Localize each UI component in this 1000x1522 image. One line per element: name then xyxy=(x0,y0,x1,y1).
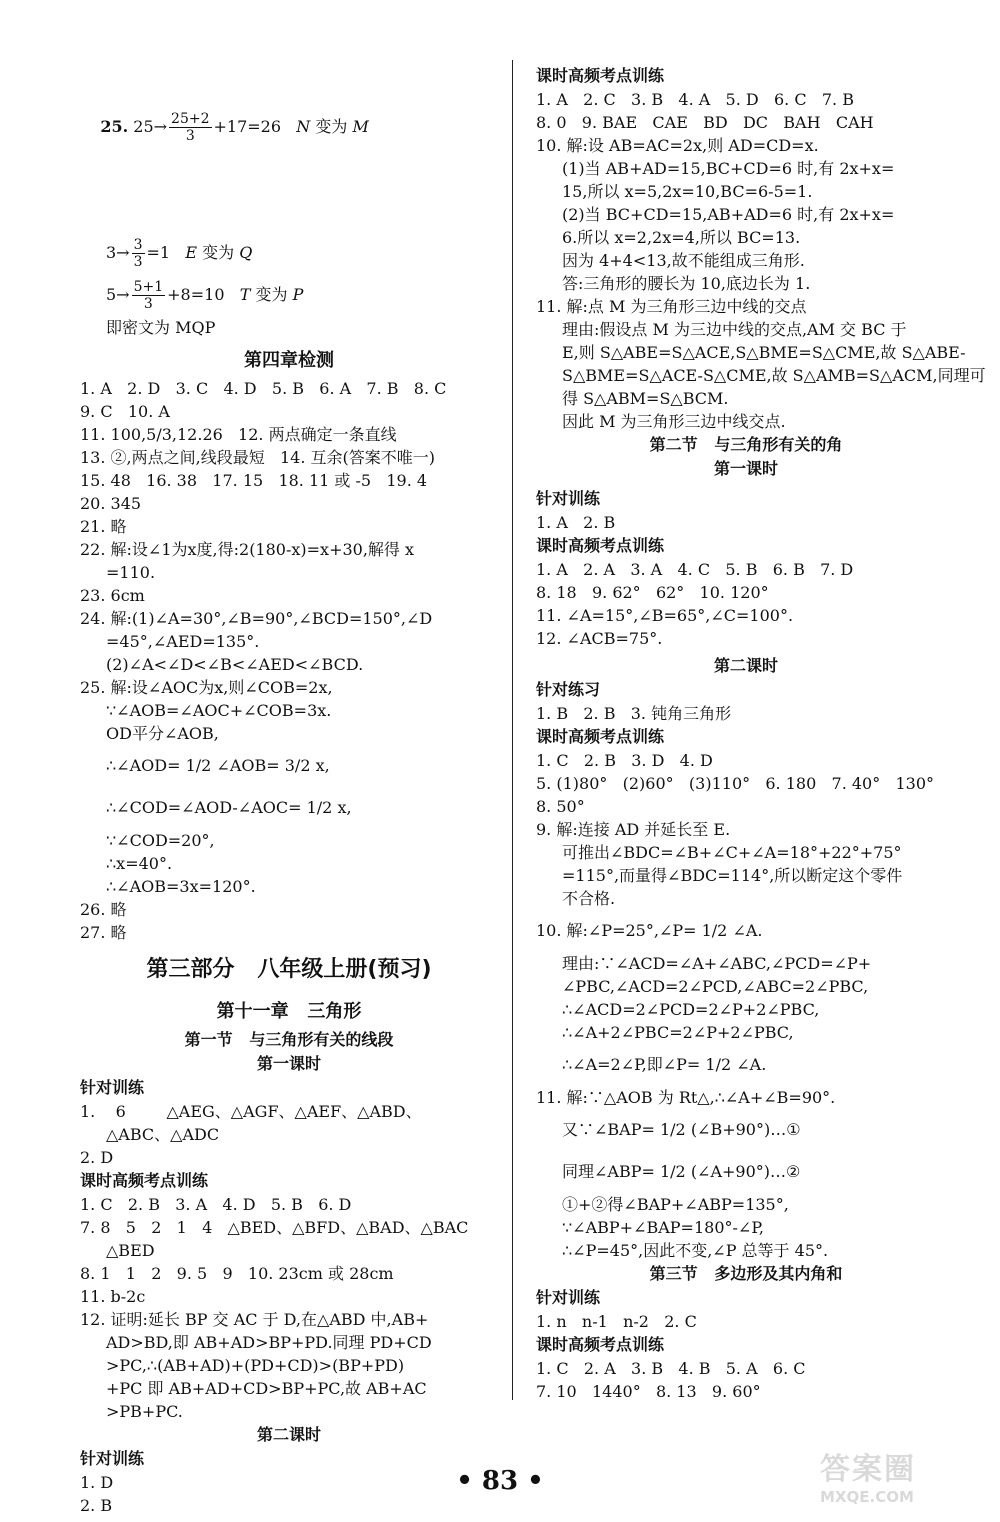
ch4-line: ∴∠AOB=3x=120°. xyxy=(106,877,256,896)
ch4-line: 23. 6cm xyxy=(80,586,145,605)
s2l2-hf-line: ①+②得∠BAP+∠ABP=135°, xyxy=(562,1195,789,1214)
s2l1-hf-line: 8. 18 9. 62° 62° 10. 120° xyxy=(536,583,769,602)
r1-line: 因此 M 为三角形三边中线交点. xyxy=(562,412,786,431)
q25-line3: 5→ $\frac{5+1}{3}$ +8=10 T 变为 P xyxy=(106,279,304,312)
section1-title: 第一节 与三角形有关的线段 xyxy=(184,1030,394,1049)
s3-hf-line: 1. C 2. A 3. B 4. B 5. A 6. C xyxy=(536,1359,806,1378)
chapter11-title: 第十一章 三角形 xyxy=(216,1001,362,1022)
ch4-line: 11. 100,5/3,12.26 12. 两点确定一条直线 xyxy=(80,425,397,444)
ch4-line: (2)∠A<∠D<∠B<∠AED<∠BCD. xyxy=(106,655,364,674)
s2l1-drill-line: 1. A 2. B xyxy=(536,513,616,532)
s2l2-drill-line: 1. B 2. B 3. 钝角三角形 xyxy=(536,704,732,723)
drill-heading: 针对训练 xyxy=(80,1078,145,1097)
s2l2-hf-line-frac: 同理∠ABP= 1/2 (∠A+90°)…② xyxy=(562,1162,801,1181)
s2l2-hf-line: 8. 50° xyxy=(536,797,585,816)
s1-line: 2. D xyxy=(80,1148,114,1167)
s3-hf-line: 7. 10 1440° 8. 13 9. 60° xyxy=(536,1382,761,1401)
s2l2-hf-line: ∵∠ABP+∠BAP=180°-∠P, xyxy=(562,1218,764,1237)
r1-line: 10. 解:设 AB=AC=2x,则 AD=CD=x. xyxy=(536,136,819,155)
ch4-line: 25. 解:设∠AOC为x,则∠COB=2x, xyxy=(80,678,333,697)
left-column xyxy=(80,64,498,1517)
hf-heading: 课时高频考点训练 xyxy=(536,727,665,746)
r1-line: (1)当 AB+AD=15,BC+CD=6 时,有 2x+x= xyxy=(562,159,895,178)
r1-line: S△BME=S△ACE-S△CME,故 S△AMB=S△ACM,同理可 xyxy=(562,366,986,385)
s2l1-hf-line: 1. A 2. A 3. A 4. C 5. B 6. B 7. D xyxy=(536,560,854,579)
s1-hf-line: >PC,∴(AB+AD)+(PD+CD)>(BP+PD) xyxy=(106,1356,405,1375)
r1-line: 6.所以 x=2,2x=4,所以 BC=13. xyxy=(562,228,801,247)
s2l2-hf-line: 11. 解:∵△AOB 为 Rt△,∴∠A+∠B=90°. xyxy=(536,1088,836,1107)
s1-hf-line: △BED xyxy=(106,1241,155,1260)
s1-hf-line: +PC 即 AB+AD+CD>BP+PC,故 AB+AC xyxy=(106,1379,427,1398)
ch4-line: 21. 略 xyxy=(80,517,127,536)
s2l2-hf-line-frac: 10. 解:∠P=25°,∠P= 1/2 ∠A. xyxy=(536,921,763,940)
r1-line: 答:三角形的腰长为 10,底边长为 1. xyxy=(562,274,811,293)
ch4-line: OD平分∠AOB, xyxy=(106,724,219,743)
watermark-main: 答案圈 xyxy=(820,1452,916,1487)
s2l2-hf-line: 9. 解:连接 AD 并延长至 E. xyxy=(536,820,731,839)
ch4-line: 22. 解:设∠1为x度,得:2(180-x)=x+30,解得 x xyxy=(80,540,415,559)
ch4-line: 27. 略 xyxy=(80,923,127,942)
r1-line: 得 S△ABM=S△BCM. xyxy=(562,389,729,408)
s2l2-hf-line-frac: ∴∠A=2∠P,即∠P= 1/2 ∠A. xyxy=(562,1055,767,1074)
drill-heading: 针对训练 xyxy=(80,1449,145,1468)
r1-line: 因为 4+4<13,故不能组成三角形. xyxy=(562,251,805,270)
s1-hf-line: 11. b-2c xyxy=(80,1287,146,1306)
s2l2-hf-line: =115°,而量得∠BDC=114°,所以断定这个零件 xyxy=(562,866,903,885)
drill-heading: 针对训练 xyxy=(536,1288,601,1307)
ch4-line: 13. ②,两点之间,线段最短 14. 互余(答案不唯一) xyxy=(80,448,435,467)
ch4-line: 15. 48 16. 38 17. 15 18. 11 或 -5 19. 4 xyxy=(80,471,428,490)
r1-line: 8. 0 9. BAE CAE BD DC BAH CAH xyxy=(536,113,874,132)
q25-line2: 3→ $\frac{3}{3}$ =1 E 变为 Q xyxy=(106,237,253,270)
lesson2-title: 第二课时 xyxy=(713,656,778,675)
s1l2-line: 2. B xyxy=(80,1496,113,1515)
s2l2-hf-line: 5. (1)80° (2)60° (3)110° 6. 180 7. 40° 130° xyxy=(536,774,935,793)
part3-title: 第三部分 八年级上册(预习) xyxy=(146,957,432,982)
s1-hf-line: AD>BD,即 AB+AD>BP+PD.同理 PD+CD xyxy=(106,1333,432,1352)
chapter4-title: 第四章检测 xyxy=(244,350,334,371)
drill2-heading: 针对练习 xyxy=(536,680,601,699)
s2l2-hf-line-frac: 又∵∠BAP= 1/2 (∠B+90°)…① xyxy=(562,1120,801,1139)
ch4-line: 26. 略 xyxy=(80,900,127,919)
ch4-line-frac: ∴∠COD=∠AOD-∠AOC= 1/2 x, xyxy=(106,798,352,817)
r1-line: 1. A 2. C 3. B 4. A 5. D 6. C 7. B xyxy=(536,90,854,109)
lesson1-title: 第一课时 xyxy=(713,459,778,478)
hf-heading: 课时高频考点训练 xyxy=(536,536,665,555)
s1-line: 1. 6 △AEG、△AGF、△AEF、△ABD、 xyxy=(80,1102,422,1121)
ch4-line: ∴x=40°. xyxy=(106,854,173,873)
section3-title: 第三节 多边形及其内角和 xyxy=(649,1264,843,1283)
s2l2-hf-line: 理由:∵∠ACD=∠A+∠ABC,∠PCD=∠P+ xyxy=(562,954,872,973)
s2l2-hf-line: ∴∠P=45°,因此不变,∠P 总等于 45°. xyxy=(562,1241,829,1260)
ch4-line: 20. 345 xyxy=(80,494,142,513)
ch4-line: 1. A 2. D 3. C 4. D 5. B 6. A 7. B 8. C xyxy=(80,379,447,398)
s3-drill-line: 1. n n-1 n-2 2. C xyxy=(536,1312,697,1331)
r1-line: 理由:假设点 M 为三边中线的交点,AM 交 BC 于 xyxy=(562,320,907,339)
s2l2-hf-line: 不合格. xyxy=(562,889,616,908)
r1-line: 15,所以 x=5,2x=10,BC=6-5=1. xyxy=(562,182,813,201)
hf-heading: 课时高频考点训练 xyxy=(536,66,665,85)
s2l2-hf-line: ∠PBC,∠ACD=2∠PCD,∠ABC=2∠PBC, xyxy=(562,977,869,996)
s1-hf-line: 7. 8 5 2 1 4 △BED、△BFD、△BAD、△BAC xyxy=(80,1218,469,1237)
s1-hf-line: 12. 证明:延长 BP 交 AC 于 D,在△ABD 中,AB+ xyxy=(80,1310,429,1329)
ch4-line: =45°,∠AED=135°. xyxy=(106,632,260,651)
ch4-line: 24. 解:(1)∠A=30°,∠B=90°,∠BCD=150°,∠D xyxy=(80,609,433,628)
s2l2-hf-line: 可推出∠BDC=∠B+∠C+∠A=18°+22°+75° xyxy=(562,843,902,862)
ch4-line-frac: ∴∠AOD= 1/2 ∠AOB= 3/2 x, xyxy=(106,756,330,775)
watermark-logo xyxy=(820,1444,990,1514)
ch4-line: ∵∠AOB=∠AOC+∠COB=3x. xyxy=(106,701,332,720)
s1-hf-line: 1. C 2. B 3. A 4. D 5. B 6. D xyxy=(80,1195,352,1214)
hf-heading: 课时高频考点训练 xyxy=(80,1171,209,1190)
watermark-sub: MXQE.COM xyxy=(820,1488,914,1506)
ch4-line: ∵∠COD=20°, xyxy=(106,831,215,850)
hf-heading: 课时高频考点训练 xyxy=(536,1335,665,1354)
s1l2-line: 1. D xyxy=(80,1473,114,1492)
page-number: • 83 • xyxy=(456,1466,544,1496)
column-divider xyxy=(512,60,513,1400)
s1-line: △ABC、△ADC xyxy=(106,1125,220,1144)
s1-hf-line: 8. 1 1 2 9. 5 9 10. 23cm 或 28cm xyxy=(80,1264,394,1283)
s1-hf-line: >PB+PC. xyxy=(106,1402,183,1421)
q25-line1: 25. 25→ $\frac{25+2}{3}$ +17=26 N 变为 M xyxy=(100,111,369,144)
s2l2-hf-line: ∴∠A+2∠PBC=2∠P+2∠PBC, xyxy=(562,1023,794,1042)
lesson2-title: 第二课时 xyxy=(256,1425,321,1444)
q25-line4: 即密文为 MQP xyxy=(106,318,216,337)
section2-title: 第二节 与三角形有关的角 xyxy=(649,435,843,454)
right-column xyxy=(536,64,986,1403)
s2l2-hf-line: ∴∠ACD=2∠PCD=2∠P+2∠PBC, xyxy=(562,1000,820,1019)
ch4-line: 9. C 10. A xyxy=(80,402,170,421)
lesson1-title: 第一课时 xyxy=(256,1054,321,1073)
drill-heading: 针对训练 xyxy=(536,489,601,508)
s2l2-hf-line: 1. C 2. B 3. D 4. D xyxy=(536,751,713,770)
r1-line: 11. 解:点 M 为三角形三边中线的交点 xyxy=(536,297,807,316)
r1-line: E,则 S△ABE=S△ACE,S△BME=S△CME,故 S△ABE- xyxy=(562,343,966,362)
s2l1-hf-line: 12. ∠ACB=75°. xyxy=(536,629,663,648)
r1-line: (2)当 BC+CD=15,AB+AD=6 时,有 2x+x= xyxy=(562,205,895,224)
s2l1-hf-line: 11. ∠A=15°,∠B=65°,∠C=100°. xyxy=(536,606,794,625)
ch4-line: =110. xyxy=(106,563,156,582)
